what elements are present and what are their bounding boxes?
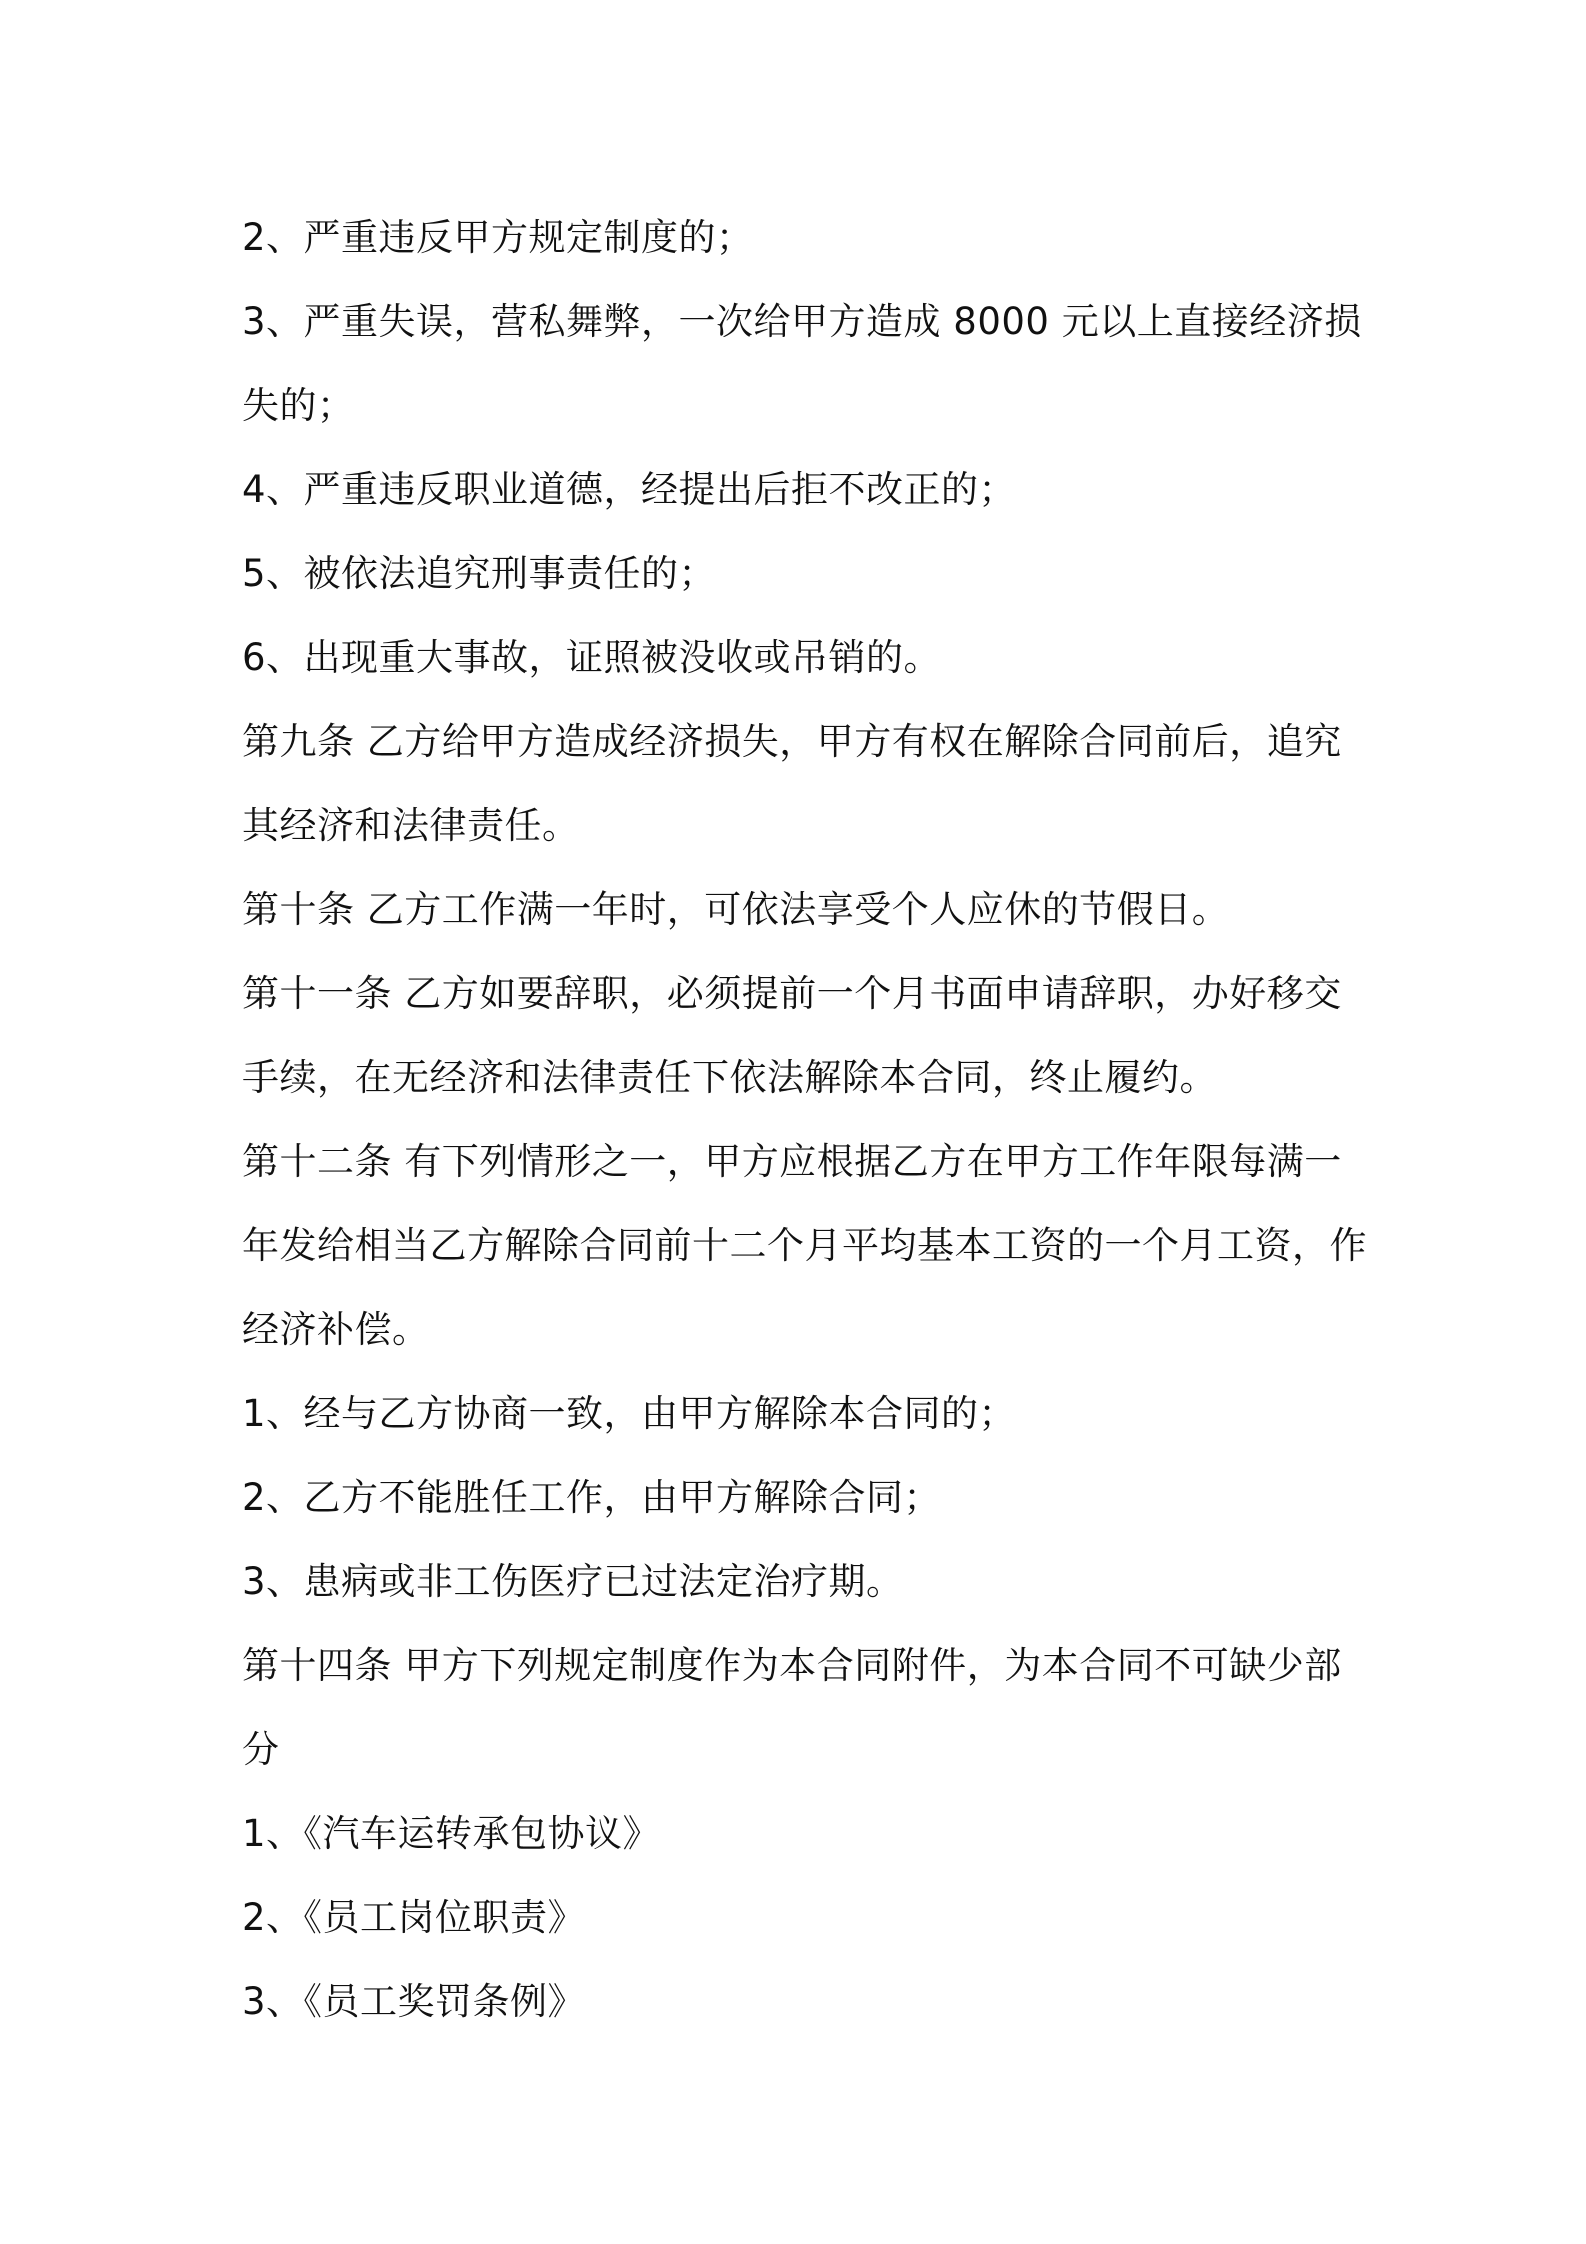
- article-9-line: 第九条 乙方给甲方造成经济损失，甲方有权在解除合同前后，追究: [242, 720, 1342, 763]
- article-12-line: 第十二条 有下列情形之一，甲方应根据乙方在甲方工作年限每满一: [242, 1140, 1342, 1183]
- text-line: 经济补偿。: [242, 1308, 430, 1351]
- attachment-item: 1、《汽车运转承包协议》: [242, 1812, 661, 1855]
- text-line: 6、出现重大事故，证照被没收或吊销的。: [242, 636, 942, 679]
- text-line: 4、严重违反职业道德，经提出后拒不改正的；: [242, 468, 1017, 511]
- text-line: 2、乙方不能胜任工作，由甲方解除合同；: [242, 1476, 942, 1519]
- document-body: [242, 196, 1367, 2044]
- text-line: 5、被依法追究刑事责任的；: [242, 552, 717, 595]
- text-line: 1、经与乙方协商一致，由甲方解除本合同的；: [242, 1392, 1017, 1435]
- text-line: 其经济和法律责任。: [242, 804, 580, 847]
- article-14-line: 第十四条 甲方下列规定制度作为本合同附件，为本合同不可缺少部: [242, 1644, 1342, 1687]
- text-line: 分: [242, 1728, 280, 1771]
- attachment-item: 2、《员工岗位职责》: [242, 1896, 586, 1939]
- text-line: 3、严重失误，营私舞弊，一次给甲方造成 8000 元以上直接经济损: [242, 300, 1362, 343]
- text-line: 年发给相当乙方解除合同前十二个月平均基本工资的一个月工资，作: [242, 1224, 1367, 1267]
- article-11-line: 第十一条 乙方如要辞职，必须提前一个月书面申请辞职，办好移交: [242, 972, 1342, 1015]
- text-line: 手续，在无经济和法律责任下依法解除本合同，终止履约。: [242, 1056, 1217, 1099]
- text-line: 失的；: [242, 384, 355, 427]
- text-line: 3、患病或非工伤医疗已过法定治疗期。: [242, 1560, 904, 1603]
- article-10-line: 第十条 乙方工作满一年时，可依法享受个人应休的节假日。: [242, 888, 1230, 931]
- text-line: 2、严重违反甲方规定制度的；: [242, 216, 754, 259]
- attachment-item: 3、《员工奖罚条例》: [242, 1980, 586, 2023]
